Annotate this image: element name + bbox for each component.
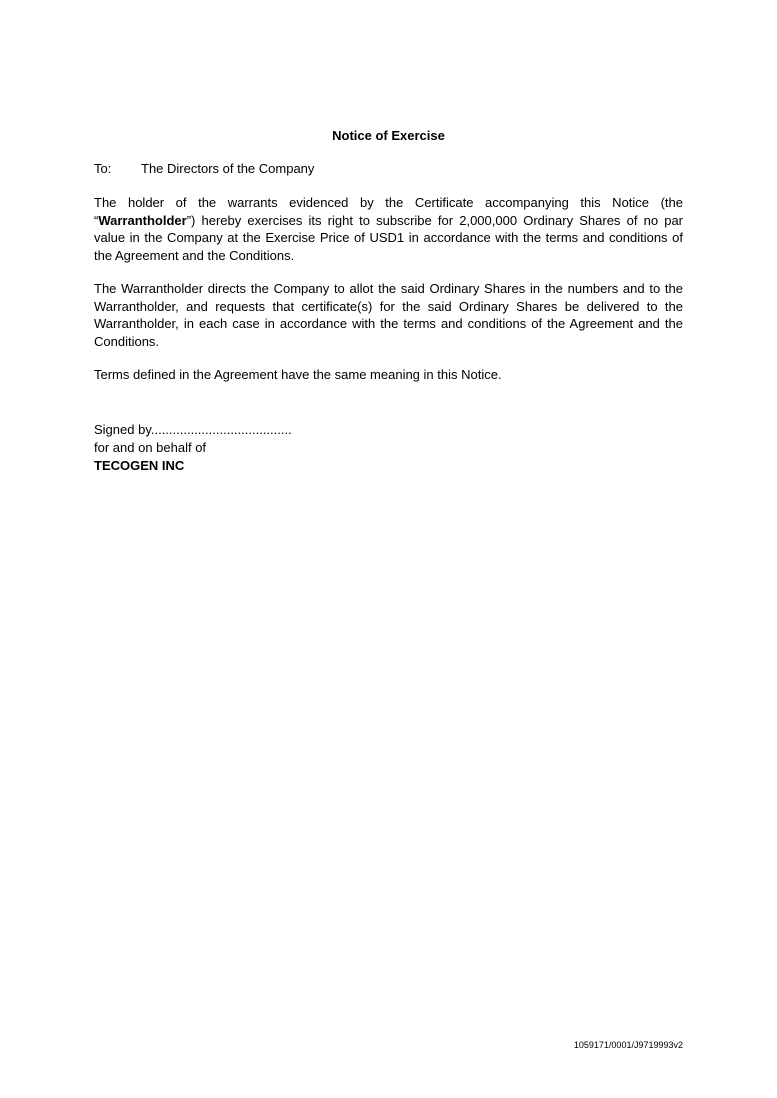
signature-line: Signed by....................................... — [94, 422, 292, 437]
exercise-paragraph-start: The holder of the warrants evidenced by the Certificate accompanying this Notice (the “ — [94, 195, 683, 228]
exercise-paragraph-end: ”) hereby exercises its right to subscribe for 2,000,000 Ordinary Shares of no par value in the Company at the Exercise Price of USD1 in accordance with the terms and conditions of the Agreement and the Conditions. — [94, 212, 683, 263]
page-title: Notice of Exercise — [332, 128, 445, 143]
definitions-paragraph: Terms defined in the Agreement have the same meaning in this Notice. — [94, 367, 502, 382]
addressee-label: To: — [94, 161, 112, 176]
exercise-paragraph — [94, 194, 683, 264]
company-name: TECOGEN INC — [94, 458, 185, 473]
defined-term-warrantholder: Warrantholder — [98, 212, 187, 228]
allotment-paragraph: The Warrantholder directs the Company to allot the said Ordinary Shares in the numbers and to the Warrantholder, and requests that certificate(s) for the said Ordinary Shares be delivered to the Warrantholder, in each case in accordance with the terms and conditions of the Agreement and the Conditions. — [94, 281, 683, 349]
document-reference: 1059171/0001/J9719993v2 — [573, 1040, 683, 1050]
on-behalf-line: for and on behalf of — [94, 440, 207, 455]
addressee-recipient: The Directors of the Company — [141, 161, 315, 176]
addressee-line — [94, 161, 314, 177]
